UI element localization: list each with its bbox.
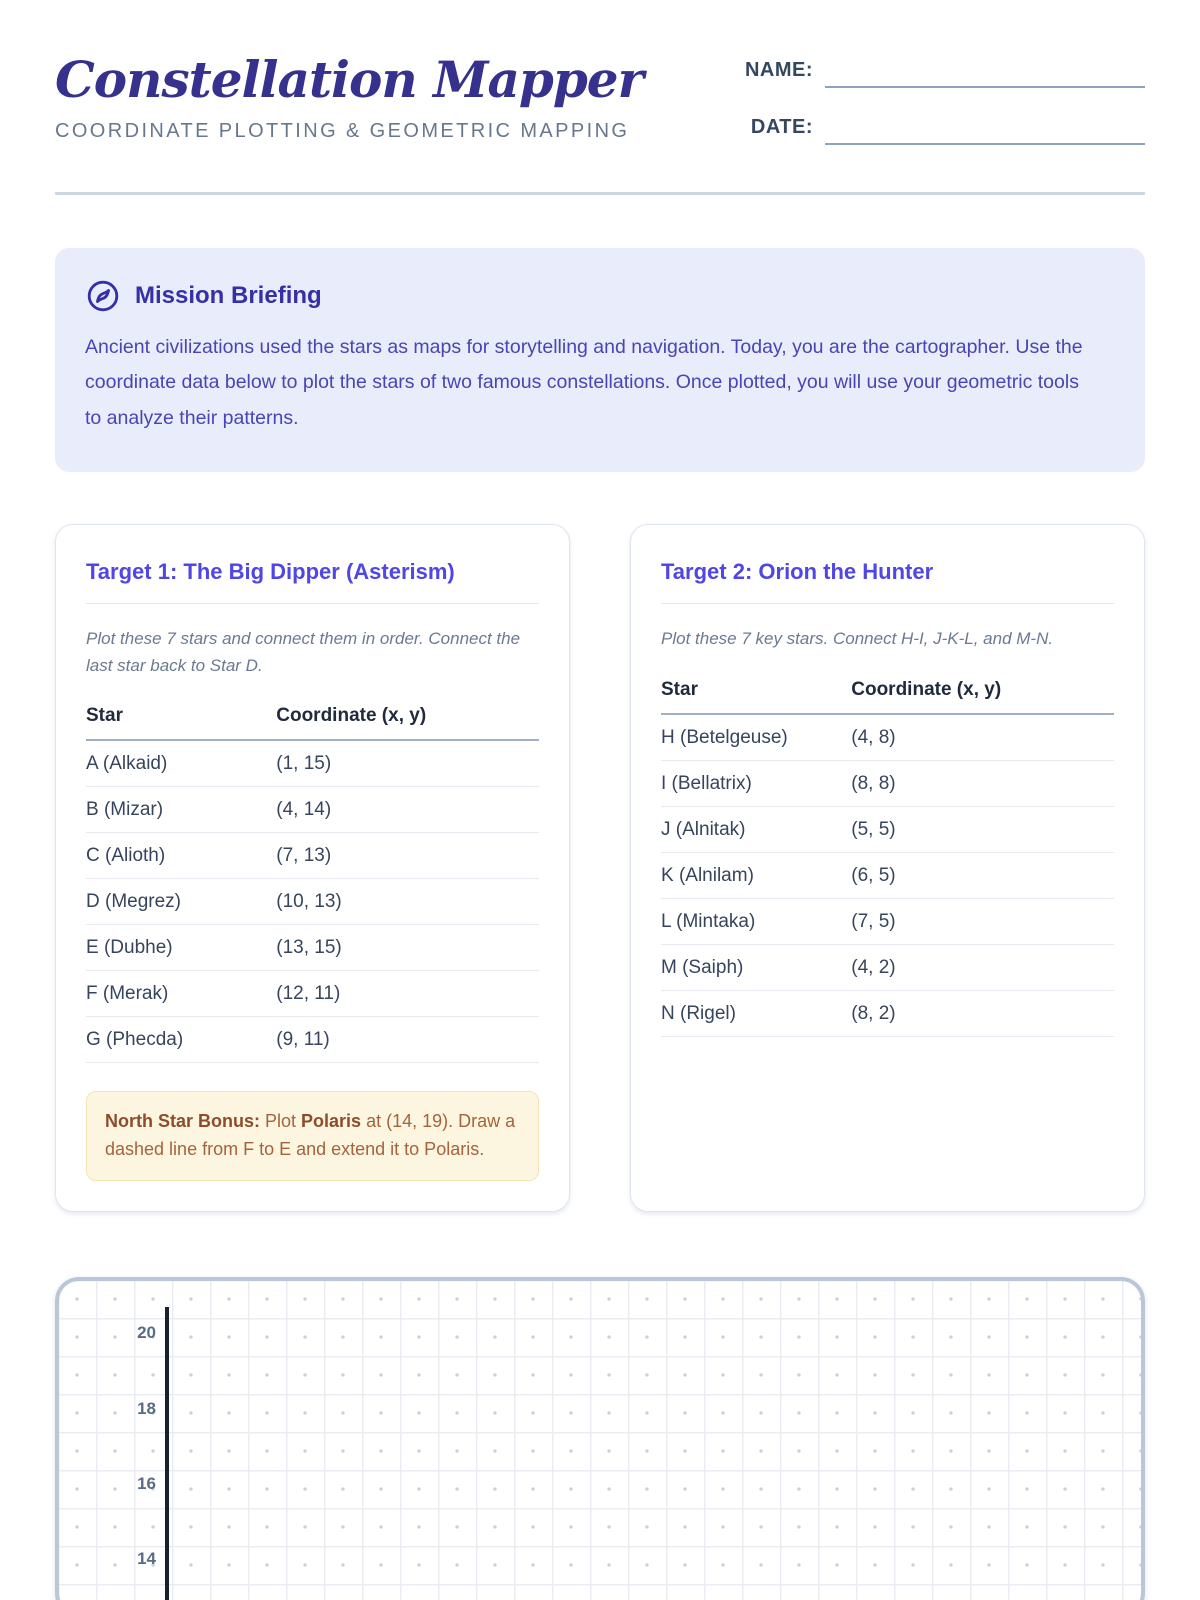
table-row: [86, 879, 539, 925]
target1-title: Target 1: The Big Dipper (Asterism): [86, 559, 455, 585]
coordinate-cell: (12, 11): [276, 971, 539, 1017]
star-cell: E (Dubhe): [86, 925, 276, 971]
name-field-row: [733, 58, 1145, 88]
date-field-row: [733, 115, 1145, 145]
column-header-star: Star: [86, 705, 276, 740]
table-row: [86, 971, 539, 1017]
coordinate-cell: (8, 8): [851, 760, 1114, 806]
star-cell: C (Alioth): [86, 833, 276, 879]
page-title: Constellation Mapper: [55, 50, 643, 109]
star-cell: J (Alnitak): [661, 806, 851, 852]
column-header-coordinate: Coordinate (x, y): [851, 679, 1114, 714]
bonus-text: Plot: [260, 1111, 302, 1132]
target-cards-row: [55, 524, 1145, 1211]
star-cell: L (Mintaka): [661, 898, 851, 944]
table-row: [661, 990, 1114, 1036]
column-header-star: Star: [661, 679, 851, 714]
table-row: [86, 740, 539, 787]
table-row: [661, 852, 1114, 898]
star-cell: M (Saiph): [661, 944, 851, 990]
bonus-star-name: Polaris: [301, 1111, 362, 1132]
mission-briefing-header: [85, 278, 1095, 314]
target2-title: Target 2: Orion the Hunter: [661, 559, 934, 585]
y-axis-line: [165, 1307, 169, 1600]
star-cell: B (Mizar): [86, 787, 276, 833]
target2-instructions: Plot these 7 key stars. Connect H-I, J-K-L, and M-N.: [661, 629, 1054, 649]
target2-table: [661, 679, 1114, 1037]
y-axis-tick-14: 14: [137, 1548, 156, 1568]
mission-briefing-title: Mission Briefing: [135, 282, 322, 309]
mission-briefing-body: Ancient civilizations used the stars as maps for storytelling and navigation. Today, you are the cartographer. Use the coordinate data below to plot the stars of two famous constellations. Once plotted, you will use your geometric tools to analyze their patterns.: [85, 336, 1083, 429]
page-subtitle: COORDINATE PLOTTING & GEOMETRIC MAPPING: [55, 120, 630, 142]
table-row: [661, 714, 1114, 761]
header-divider: [55, 192, 1145, 195]
name-input-line[interactable]: [825, 58, 1145, 88]
table-header-row: [86, 705, 539, 740]
table-header-row: [661, 679, 1114, 714]
mission-briefing-panel: [55, 248, 1145, 472]
target2-card: [630, 524, 1145, 1211]
star-cell: K (Alnilam): [661, 852, 851, 898]
coordinate-cell: (1, 15): [276, 740, 539, 787]
table-row: [661, 760, 1114, 806]
bonus-label: North Star Bonus:: [105, 1111, 260, 1132]
y-axis-tick-16: 16: [137, 1473, 156, 1493]
table-row: [86, 787, 539, 833]
grid-canvas[interactable]: [59, 1281, 1141, 1600]
y-axis-tick-20: 20: [137, 1322, 156, 1342]
star-cell: A (Alkaid): [86, 740, 276, 787]
table-row: [661, 806, 1114, 852]
table-row: [661, 898, 1114, 944]
target1-table: [86, 705, 539, 1063]
north-star-bonus-note: [86, 1091, 539, 1181]
coordinate-cell: (13, 15): [276, 925, 539, 971]
coordinate-cell: (9, 11): [276, 1017, 539, 1063]
name-label: NAME:: [744, 59, 813, 81]
star-cell: G (Phecda): [86, 1017, 276, 1063]
card-divider: [661, 603, 1114, 604]
coordinate-cell: (8, 2): [851, 990, 1114, 1036]
star-cell: F (Merak): [86, 971, 276, 1017]
table-row: [86, 925, 539, 971]
header: [55, 52, 1145, 172]
target1-instructions: Plot these 7 stars and connect them in order. Connect the last star back to Star D.: [86, 629, 521, 675]
header-title-block: [55, 52, 643, 143]
y-axis-tick-18: 18: [137, 1398, 156, 1418]
column-header-coordinate: Coordinate (x, y): [276, 705, 539, 740]
coordinate-grid-card: [55, 1277, 1145, 1600]
date-input-line[interactable]: [825, 115, 1145, 145]
coordinate-cell: (4, 8): [851, 714, 1114, 761]
date-label: DATE:: [750, 116, 813, 138]
star-cell: D (Megrez): [86, 879, 276, 925]
bonus-text: at (14, 19). Draw a dashed line from F to E and extend it to Polaris.: [105, 1111, 516, 1160]
star-cell: N (Rigel): [661, 990, 851, 1036]
card-divider: [86, 603, 539, 604]
coordinate-cell: (5, 5): [851, 806, 1114, 852]
coordinate-cell: (6, 5): [851, 852, 1114, 898]
coordinate-cell: (4, 2): [851, 944, 1114, 990]
coordinate-cell: (10, 13): [276, 879, 539, 925]
compass-icon: [85, 278, 121, 314]
table-row: [86, 1017, 539, 1063]
star-cell: I (Bellatrix): [661, 760, 851, 806]
coordinate-cell: (4, 14): [276, 787, 539, 833]
coordinate-cell: (7, 13): [276, 833, 539, 879]
target1-card: [55, 524, 570, 1211]
coordinate-cell: (7, 5): [851, 898, 1114, 944]
table-row: [86, 833, 539, 879]
star-cell: H (Betelgeuse): [661, 714, 851, 761]
table-row: [661, 944, 1114, 990]
header-fields: [733, 58, 1145, 172]
